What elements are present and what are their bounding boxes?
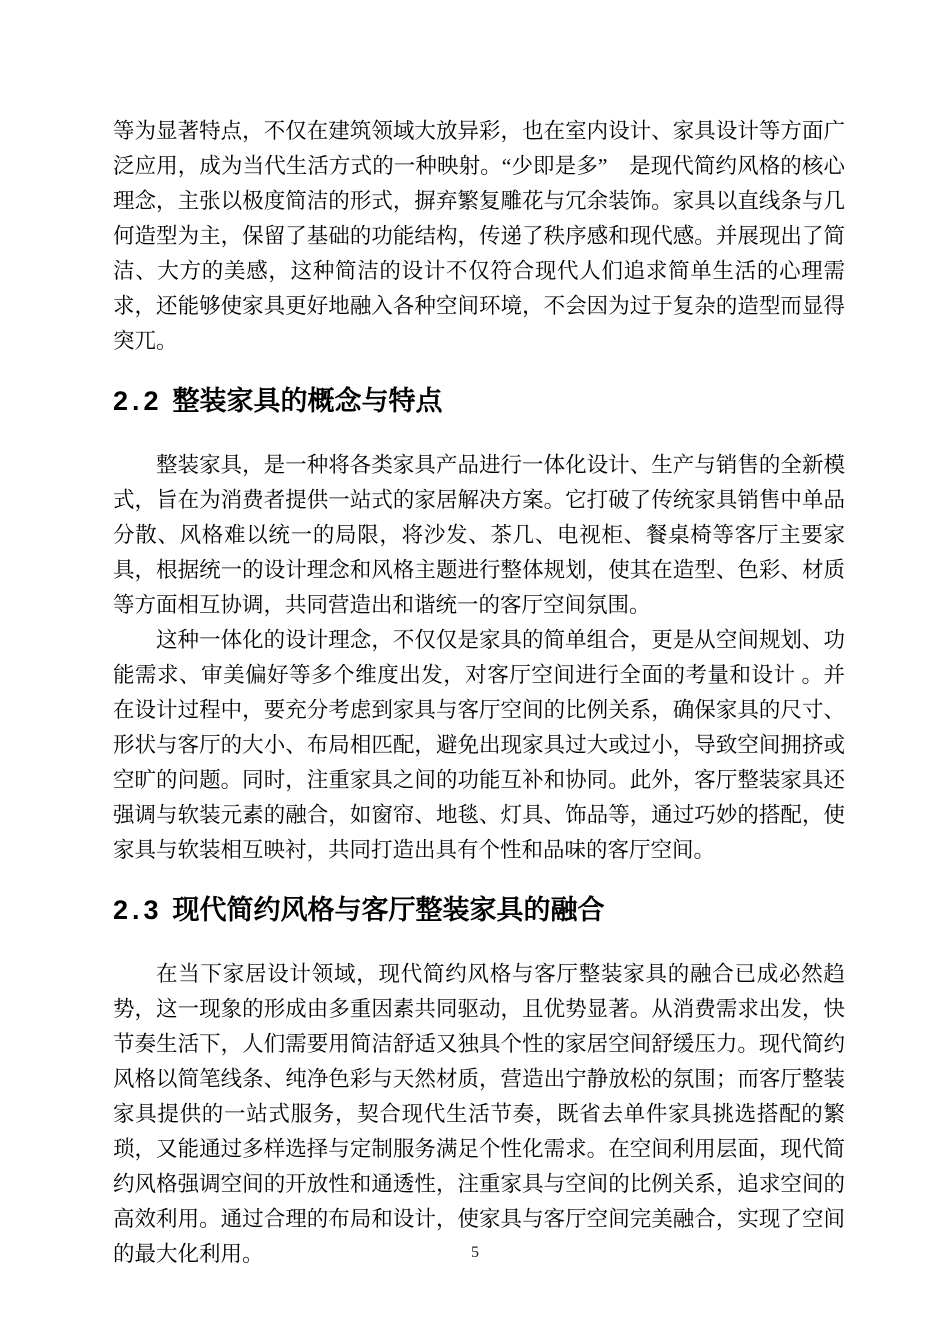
section-number-2-2: 2.2 <box>113 386 163 416</box>
paragraph-continuation: 等为显著特点，不仅在建筑领域大放异彩，也在室内设计、家具设计等方面广泛应用，成为当代生活方式的一种映射。“少即是多” 是现代简约风格的核心理念，主张以极度简洁的形式，摒弃繁复雕花与冗余装饰。家具以直线条与几何造型为主，保留了基础的功能结构，传递了秩序感和现代感。并展现出了简洁、大方的美感，这种简洁的设计不仅符合现代人们追求简单生活的心理需求，还能够使家具更好地融入各种空间环境，不会因为过于复杂的造型而显得突兀。 <box>113 119 845 353</box>
paragraph-2-3-1: 在当下家居设计领域，现代简约风格与客厅整装家具的融合已成必然趋势，这一现象的形成由多重因素共同驱动，且优势显著。从消费需求出发，快节奏生活下，人们需要用简洁舒适又独具个性的家居空间舒缓压力。现代简约风格以简笔线条、纯净色彩与天然材质，营造出宁静放松的氛围；而客厅整装家具提供的一站式服务，契合现代生活节奏，既省去单件家具挑选搭配的繁琐，又能通过多样选择与定制服务满足个性化需求。在空间利用层面，现代简约风格强调空间的开放性和通透性，注重家具与空间的比例关系，追求空间的高效利用。通过合理的布局和设计，使家具与客厅空间完美融合，实现了空间的最大化利用。 <box>113 962 845 1266</box>
section-number-2-3: 2.3 <box>113 895 163 925</box>
paragraph-2-2-2: 这种一体化的设计理念，不仅仅是家具的简单组合，更是从空间规划、功能需求、审美偏好等多个维度出发，对客厅空间进行全面的考量和设计 。并在设计过程中，要充分考虑到家具与客厅空间的比例关系，确保家具的尺寸、形状与客厅的大小、布局相匹配，避免出现家具过大或过小，导致空间拥挤或空旷的问题。同时，注重家具之间的功能互补和协同。此外，客厅整装家具还强调与软装元素的融合，如窗帘、地毯、灯具、饰品等，通过巧妙的搭配，使家具与软装相互映衬，共同打造出具有个性和品味的客厅空间。 <box>113 628 845 862</box>
section-title-2-2: 整装家具的概念与特点 <box>172 386 443 416</box>
page-number: 5 <box>471 1244 479 1261</box>
section-title-2-3: 现代简约风格与客厅整装家具的融合 <box>172 895 605 925</box>
section-heading-2-2 <box>113 381 845 421</box>
paragraph-2-2-1: 整装家具，是一种将各类家具产品进行一体化设计、生产与销售的全新模式，旨在为消费者提供一站式的家居解决方案。它打破了传统家具销售中单品分散、风格难以统一的局限，将沙发、茶几、电视柜、餐桌椅等客厅主要家具，根据统一的设计理念和风格主题进行整体规划，使其在造型、色彩、材质等方面相互协调，共同营造出和谐统一的客厅空间氛围。 <box>113 453 845 617</box>
section-heading-2-3 <box>113 890 845 930</box>
